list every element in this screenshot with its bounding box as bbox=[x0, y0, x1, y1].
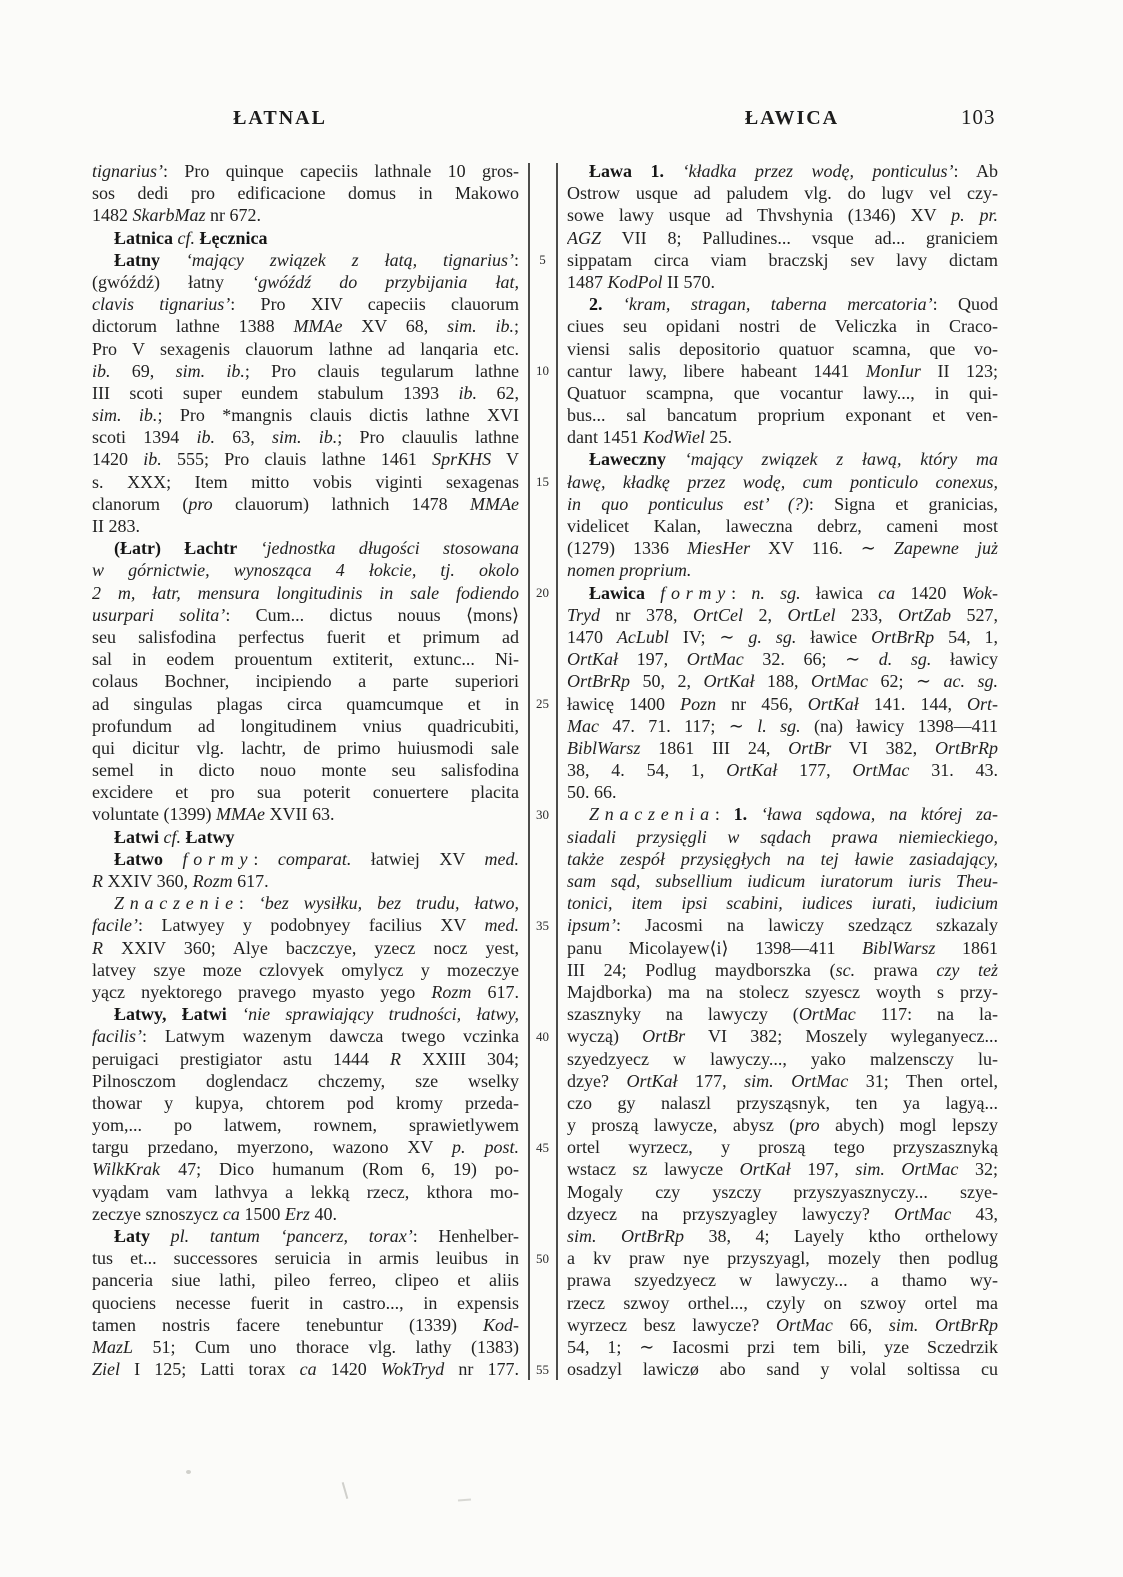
scan-artifact bbox=[342, 1482, 349, 1499]
text-line: R XXIV 360; Alye baczczye, yzecz nocz yest, bbox=[92, 937, 519, 958]
text-line: viensi salis depositorio quatuor scamna, que vo- bbox=[567, 338, 998, 359]
text-line: colaus Bochner, incipiendo a parte superiori bbox=[92, 671, 519, 692]
text-line: Majdborka) ma na stolecz szyescz woyth s przy- bbox=[567, 981, 998, 1002]
line-number: 35 bbox=[536, 917, 549, 933]
text-line: yom,... po latwem, rownem, sprawietlywem bbox=[92, 1115, 519, 1136]
text-line: ib. 69, sim. ib.; Pro clauis tegularum lathne bbox=[92, 360, 519, 381]
text-line: sam sąd, subsellium iudicum iuratorum iuris Theu- bbox=[567, 871, 998, 891]
text-line: 1470 AcLubl IV; ∼ g. sg. ławice OrtBrRp 54, 1, bbox=[567, 626, 998, 647]
text-line: siadali przysięgli w sądach prawa niemieckiego, bbox=[567, 826, 998, 847]
text-line: wyczą) OrtBr VI 382; Moszely wyleganyecz... bbox=[567, 1026, 998, 1047]
column-divider-rule bbox=[556, 163, 558, 1380]
text-line: facilis’: Latwym wazenym dawcza twego vczinka bbox=[92, 1026, 519, 1047]
text-line: Pilnosczom doglendacz chczemy, sze wselky bbox=[92, 1070, 519, 1091]
left-column-header: ŁATNAL bbox=[233, 107, 327, 129]
text-line: Mogaly czy yszczy przyszyasznyczy... szye- bbox=[567, 1181, 998, 1202]
text-line: vyądam vam lathvya a lekką rzecz, kthora mo- bbox=[92, 1181, 519, 1202]
text-line: qui dicitur vlg. lachtr, de primo huiusmodi sale bbox=[92, 737, 519, 758]
text-line: in quo ponticulus est’ (?): Signa et granicias, bbox=[567, 493, 998, 514]
line-number: 20 bbox=[536, 584, 549, 600]
text-line: Ława 1. ‘kładka przez wodę, ponticulus’: Ab bbox=[589, 161, 998, 181]
text-line: zeczye sznoszycz ca 1500 Erz 40. bbox=[92, 1203, 337, 1224]
text-line: (Łatr) Łachtr ‘jednostka długości stosowana bbox=[114, 538, 519, 559]
text-line: yącz nyektorego pravego myasto yego Rozm 617. bbox=[92, 981, 519, 1002]
text-line: a kv praw nye przyszyagl, mozely then podlug bbox=[567, 1248, 998, 1269]
text-line: Łatwy, Łatwi ‘nie sprawiający trudności, łatwy, bbox=[114, 1004, 519, 1025]
text-line: BiblWarsz 1861 III 24, OrtBr VI 382, OrtBrRp bbox=[567, 737, 998, 758]
right-text-column bbox=[567, 160, 998, 1380]
right-column-header: ŁAWICA bbox=[744, 107, 840, 129]
page-number: 103 bbox=[961, 105, 996, 129]
text-line: Ławeczny ‘mający związek z ławą, który ma bbox=[589, 449, 998, 470]
text-line: ławę, kładkę przez wodę, cum ponticulo conexus, bbox=[567, 471, 998, 492]
text-line: (gwóźdź) łatny ‘gwóźdź do przybijania łat, bbox=[92, 271, 519, 292]
left-text-column bbox=[92, 160, 519, 1380]
text-line: profundum ad longitudinem vnius quadricubiti, bbox=[92, 715, 519, 736]
text-line: Łatwo formy: comparat. łatwiej XV med. bbox=[114, 848, 519, 869]
text-line: thowar y kupya, chtorem pod kromy przeda- bbox=[92, 1092, 519, 1113]
text-line: (1279) 1336 MiesHer XV 116. ∼ Zapewne już bbox=[567, 538, 998, 559]
text-line: usurpari solita’: Cum... dictus nouus ⟨mons⟩ bbox=[92, 604, 519, 625]
text-line: Znaczenia: 1. ‘ława sądowa, na której za- bbox=[589, 804, 998, 825]
line-number: 30 bbox=[536, 806, 549, 822]
text-line: III scoti super eundem stabulum 1393 ib. 62, bbox=[92, 382, 519, 403]
text-line: ławicę 1400 Pozn nr 456, OrtKał 141. 144, Ort- bbox=[567, 693, 998, 714]
line-number: 15 bbox=[536, 473, 549, 489]
text-line: panceria siue lathi, pileo ferreo, clipeo et aliis bbox=[92, 1270, 519, 1291]
line-number: 5 bbox=[539, 251, 546, 267]
text-line: s. XXX; Item mitto vobis viginti sexagenas bbox=[92, 471, 519, 492]
line-number: 55 bbox=[536, 1361, 549, 1377]
text-line: semel in dicto nouo monte seu salisfodina bbox=[92, 760, 519, 781]
text-line: y proszą lawycze, abysz (pro abych) mogl lepszy bbox=[567, 1115, 998, 1136]
text-line: sim. OrtBrRp 38, 4; Layely ktho orthelowy bbox=[567, 1226, 998, 1246]
text-line: w górnictwie, wynosząca 4 łokcie, tj. okolo bbox=[92, 560, 519, 581]
text-line: excidere et pro sua poterit conuertere placita bbox=[92, 782, 519, 803]
text-line: Tryd nr 378, OrtCel 2, OrtLel 233, OrtZab 527, bbox=[567, 604, 998, 625]
text-line: III 24; Podlug maydborszka (sc. prawa czy też bbox=[567, 959, 998, 980]
text-line: sowe lawy usque ad Thvshynia (1346) XV p. pr. bbox=[567, 205, 998, 226]
line-number: 40 bbox=[536, 1028, 549, 1044]
text-line: 2 m, łatr, mensura longitudinis in sale fodiendo bbox=[92, 582, 519, 603]
text-line: OrtKał 197, OrtMac 32. 66; ∼ d. sg. ławicy bbox=[567, 649, 998, 670]
text-line: bus... sal bancatum proprium exponant et ven- bbox=[567, 405, 998, 426]
text-line: Pro V sexagenis clauorum lathne ad lanqaria etc. bbox=[92, 338, 519, 359]
text-line: Ziel I 125; Latti torax ca 1420 WokTryd nr 177. bbox=[92, 1359, 519, 1380]
text-line: 2. ‘kram, stragan, taberna mercatoria’: Quod bbox=[589, 294, 998, 315]
scan-artifact bbox=[458, 1499, 471, 1502]
text-line: tamen nostris facere tenebuntur (1339) Kod- bbox=[92, 1314, 519, 1335]
text-line: wyrzecz besz lawycze? OrtMac 66, sim. OrtBrRp bbox=[567, 1314, 998, 1335]
text-line: cantur lawy, libere habeant 1441 MonIur II 123; bbox=[567, 360, 998, 381]
text-line: Łatny ‘mający związek z łatą, tignarius’: bbox=[114, 249, 519, 270]
text-line: 38, 4. 54, 1, OrtKał 177, OrtMac 31. 43. bbox=[567, 760, 998, 781]
text-line: peruigaci prestigiator astu 1444 R XXIII 304; bbox=[92, 1048, 519, 1069]
text-line: prawa szyedzyecz w lawyczy... a thamo wy- bbox=[567, 1270, 998, 1291]
text-line: R XXIV 360, Rozm 617. bbox=[92, 871, 269, 891]
text-line: dzyecz na przyszyagley lawyczy? OrtMac 43, bbox=[567, 1203, 998, 1224]
text-line: osadzyl lawiczø abo sand y volal soltissa cu bbox=[567, 1359, 998, 1380]
text-line: II 283. bbox=[92, 516, 140, 536]
text-line: MazL 51; Cum uno thorace vlg. lathy (1383) bbox=[92, 1336, 519, 1357]
text-line: Łaty pl. tantum ‘pancerz, torax’: Henhelber- bbox=[114, 1226, 519, 1246]
text-line: nomen proprium. bbox=[567, 560, 692, 581]
text-line: Znaczenie: ‘bez wysiłku, bez trudu, łatwo, bbox=[114, 893, 519, 914]
text-line: OrtBrRp 50, 2, OrtKał 188, OrtMac 62; ∼ ac. sg. bbox=[567, 671, 998, 692]
text-line: sal in eodem prouentum extiterit, extunc... Ni- bbox=[92, 649, 519, 670]
text-line: quociens necesse fuerit in castro..., in expensis bbox=[92, 1292, 519, 1313]
line-number: 50 bbox=[536, 1250, 549, 1266]
text-line: ad singulas plagas circa quamcumque et in bbox=[92, 693, 519, 714]
text-line: 1482 SkarbMaz nr 672. bbox=[92, 205, 261, 226]
text-line: tus et... successores seruicia in armis leuibus in bbox=[92, 1248, 519, 1269]
text-line: wstacz sz lawycze OrtKał 197, sim. OrtMac 32; bbox=[567, 1159, 998, 1180]
text-line: Ławica formy: n. sg. ławica ca 1420 Wok- bbox=[589, 582, 998, 603]
line-number: 45 bbox=[536, 1139, 549, 1155]
text-line: clavis tignarius’: Pro XIV capeciis clauorum bbox=[92, 294, 519, 315]
text-line: sim. ib.; Pro *mangnis clauis dictis lathne XVI bbox=[92, 405, 519, 426]
line-number: 10 bbox=[536, 362, 549, 378]
text-line: dzye? OrtKał 177, sim. OrtMac 31; Then ortel, bbox=[567, 1070, 998, 1091]
text-line: Quatuor scampna, que vocantur lawy..., in qui- bbox=[567, 382, 998, 403]
text-line: sippatam circa viam braczskj sev lavy dictam bbox=[567, 249, 998, 270]
text-line: Łatnica cf. Łęcznica bbox=[114, 227, 268, 248]
column-divider-rule bbox=[528, 163, 530, 1380]
text-line: 54, 1; ∼ Iacosmi przi tem bili, yze Sczedrzik bbox=[567, 1336, 998, 1357]
text-line: ipsum’: Jacosmi na lawiczy szedzącz szkazaly bbox=[567, 915, 998, 936]
text-line: rzecz szwoy orthel..., czyly on szwoy ortel ma bbox=[567, 1292, 998, 1313]
text-line: panu Micolayew⟨i⟩ 1398—411 BiblWarsz 1861 bbox=[567, 937, 998, 958]
text-line: videlicet Kalan, laweczna debrz, cameni most bbox=[567, 516, 998, 536]
text-line: Ostrow usque ad paludem vlg. do lugv vel czy- bbox=[567, 183, 998, 204]
text-line: sos dedi pro edificacione domus in Makowo bbox=[92, 183, 519, 204]
text-line: ciues seu opidani nostri de Veliczka in Craco- bbox=[567, 316, 998, 337]
text-line: clanorum (pro clauorum) lathnich 1478 MMAe bbox=[92, 493, 519, 514]
text-line: czo gy nalaszl przysząsnyk, ten ya lagyą... bbox=[567, 1092, 998, 1113]
text-line: AGZ VII 8; Palludines... vsque ad... graniciem bbox=[567, 227, 998, 248]
text-line: 50. 66. bbox=[567, 782, 617, 803]
text-line: dictorum lathne 1388 MMAe XV 68, sim. ib.; bbox=[92, 316, 519, 337]
text-line: WilkKrak 47; Dico humanum (Rom 6, 19) po- bbox=[92, 1159, 519, 1180]
text-line: szasznyky na lawyczy (OrtMac 117: na la- bbox=[567, 1004, 998, 1025]
text-line: facile’: Latwyey y podobnyey facilius XV med. bbox=[92, 915, 519, 936]
text-line: tonici, item ipsi scabini, iudices iurati, iudicium bbox=[567, 893, 998, 914]
text-line: tignarius’: Pro quinque capeciis lathnale 10 gros- bbox=[92, 161, 519, 181]
line-number: 25 bbox=[536, 695, 549, 711]
text-line: także zespół przysięgłych na tej ławie zasiadający, bbox=[567, 848, 998, 869]
text-line: seu salisfodina perfectus fuerit et primum ad bbox=[92, 626, 519, 647]
text-line: Łatwi cf. Łatwy bbox=[114, 826, 235, 847]
text-line: voluntate (1399) MMAe XVII 63. bbox=[92, 804, 335, 825]
text-line: scoti 1394 ib. 63, sim. ib.; Pro clauulis lathne bbox=[92, 427, 519, 448]
scan-artifact bbox=[186, 1470, 191, 1474]
text-line: targu przedano, myerzono, wazono XV p. post. bbox=[92, 1137, 519, 1158]
text-line: 1487 KodPol II 570. bbox=[567, 271, 716, 292]
text-line: ortel wyrzecz, y proszą tego przyszasznyką bbox=[567, 1137, 998, 1158]
text-line: Mac 47. 71. 117; ∼ l. sg. (na) ławicy 1398—411 bbox=[567, 715, 998, 736]
text-line: 1420 ib. 555; Pro clauis lathne 1461 SprKHS V bbox=[92, 449, 519, 470]
text-line: dant 1451 KodWiel 25. bbox=[567, 427, 732, 448]
text-line: szyedzyecz w lawyczy..., yako malzensczy lu- bbox=[567, 1048, 998, 1069]
text-line: latvey szye moze czlovyek omylycz y mozeczye bbox=[92, 959, 519, 980]
